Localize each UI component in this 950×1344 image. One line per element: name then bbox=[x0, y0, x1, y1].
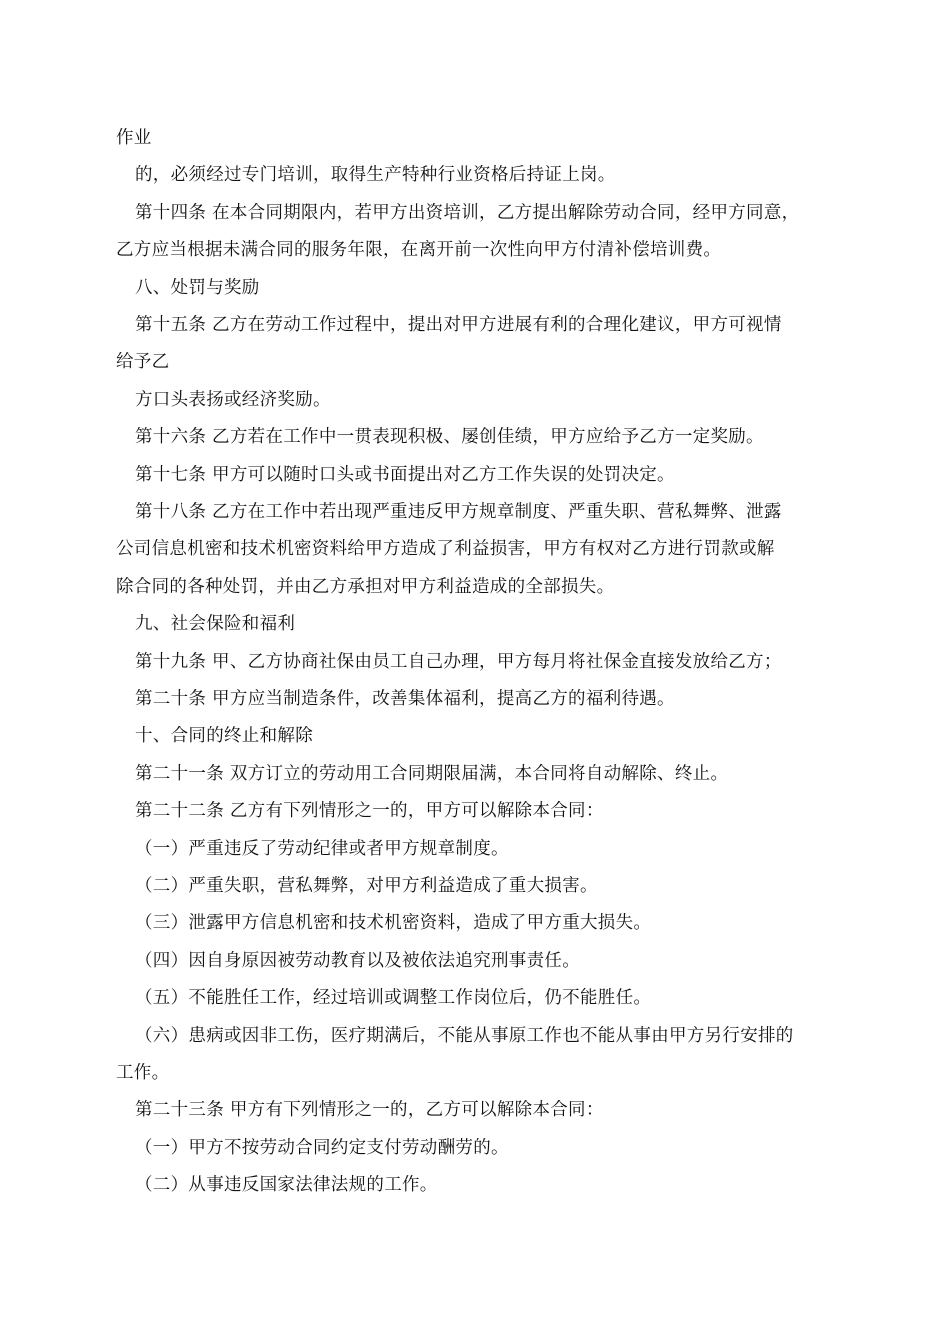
list-item: （二）严重失职，营私舞弊，对甲方利益造成了重大损害。 bbox=[135, 876, 598, 896]
text-line: 第十四条 在本合同期限内，若甲方出资培训，乙方提出解除劳动合同，经甲方同意， bbox=[135, 203, 800, 223]
text-line: 第二十二条 乙方有下列情形之一的，甲方可以解除本合同： bbox=[135, 801, 604, 821]
text-line: 第十八条 乙方在工作中若出现严重违反甲方规章制度、严重失职、营私舞弊、泄露 bbox=[135, 502, 782, 522]
list-item: （一）甲方不按劳动合同约定支付劳动酬劳的。 bbox=[135, 1138, 509, 1158]
text-line: 乙方应当根据未满合同的服务年限，在离开前一次性向甲方付清补偿培训费。 bbox=[116, 240, 722, 260]
text-line: 第十五条 乙方在劳动工作过程中，提出对甲方进展有利的合理化建议，甲方可视情 bbox=[135, 315, 782, 335]
text-line: 公司信息机密和技术机密资料给甲方造成了利益损害，甲方有权对乙方进行罚款或解 bbox=[116, 539, 775, 559]
text-line: 作业 bbox=[116, 128, 152, 148]
list-item: （六）患病或因非工伤，医疗期满后，不能从事原工作也不能从事由甲方另行安排的 bbox=[135, 1026, 794, 1046]
section-heading: 九、社会保险和福利 bbox=[135, 614, 296, 634]
text-line: 工作。 bbox=[116, 1063, 170, 1083]
text-line: 给予乙 bbox=[116, 352, 170, 372]
text-line: 第二十三条 甲方有下列情形之一的，乙方可以解除本合同： bbox=[135, 1100, 604, 1120]
list-item: （三）泄露甲方信息机密和技术机密资料，造成了甲方重大损失。 bbox=[135, 913, 652, 933]
text-line: 第二十条 甲方应当制造条件，改善集体福利，提高乙方的福利待遇。 bbox=[135, 689, 675, 709]
section-heading: 十、合同的终止和解除 bbox=[135, 726, 313, 746]
text-line: 第十六条 乙方若在工作中一贯表现积极、屡创佳绩，甲方应给予乙方一定奖励。 bbox=[135, 427, 764, 447]
list-item: （一）严重违反了劳动纪律或者甲方规章制度。 bbox=[135, 839, 509, 859]
list-item: （五）不能胜任工作，经过培训或调整工作岗位后，仍不能胜任。 bbox=[135, 988, 652, 1008]
text-line: 除合同的各种处罚，并由乙方承担对甲方利益造成的全部损失。 bbox=[116, 577, 615, 597]
list-item: （四）因自身原因被劳动教育以及被依法追究刑事责任。 bbox=[135, 951, 580, 971]
text-line: 第十九条 甲、乙方协商社保由员工自己办理，甲方每月将社保金直接发放给乙方； bbox=[135, 652, 782, 672]
text-line: 的，必须经过专门培训，取得生产特种行业资格后持证上岗。 bbox=[135, 165, 616, 185]
text-line: 第二十一条 双方订立的劳动用工合同期限届满，本合同将自动解除、终止。 bbox=[135, 764, 729, 784]
text-line: 方口头表扬或经济奖励。 bbox=[135, 390, 331, 410]
list-item: （二）从事违反国家法律法规的工作。 bbox=[135, 1175, 438, 1195]
text-line: 第十七条 甲方可以随时口头或书面提出对乙方工作失误的处罚决定。 bbox=[135, 465, 675, 485]
section-heading: 八、处罚与奖励 bbox=[135, 278, 260, 298]
